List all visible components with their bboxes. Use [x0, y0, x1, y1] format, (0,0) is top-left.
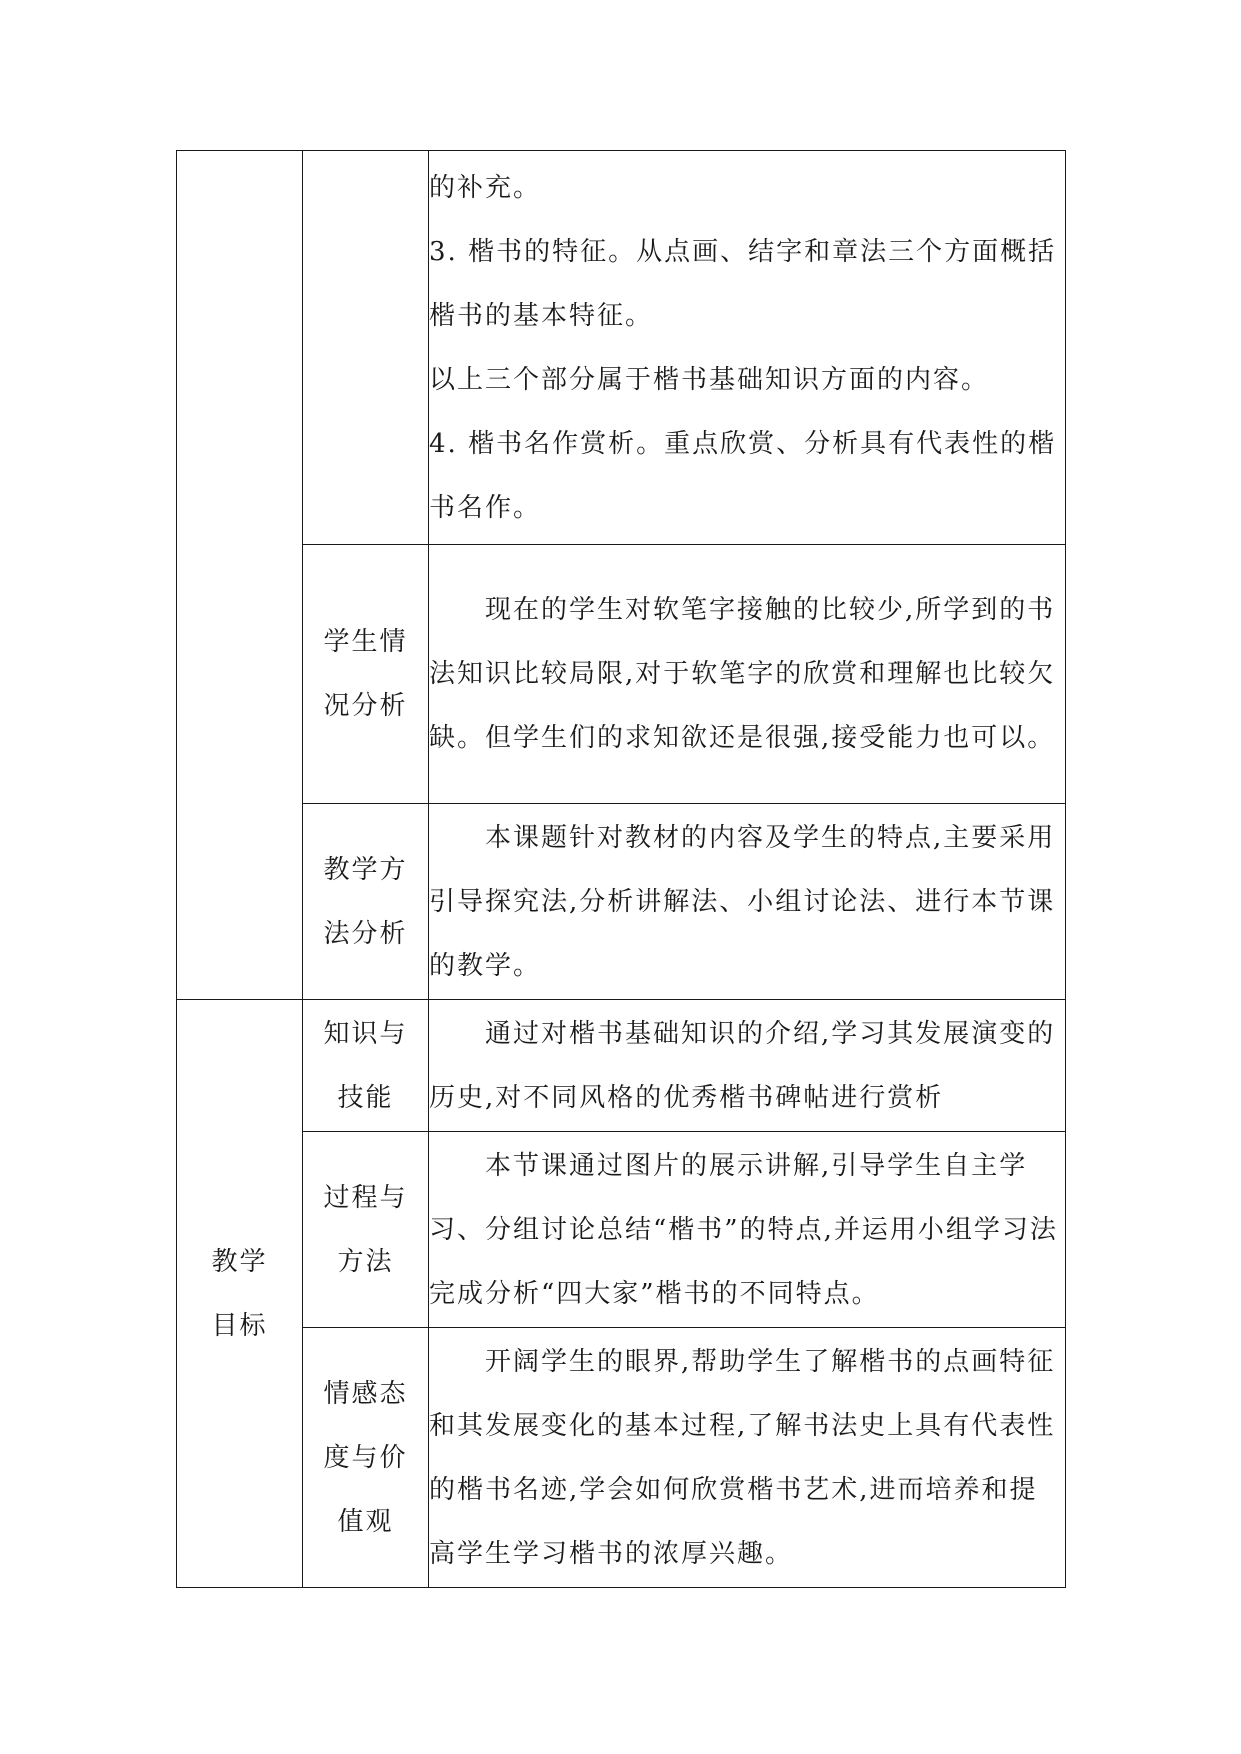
content-line: 4. 楷书名作赏析。重点欣赏、分析具有代表性的楷书名作。: [429, 428, 1057, 523]
table-row-goal-process: [177, 1132, 1066, 1328]
emotion-values-text: 开阔学生的眼界,帮助学生了解楷书的点画特征和其发展变化的基本过程,了解书法史上具有代表性的楷书名迹,学会如何欣赏楷书艺术,进而培养和提高学生学习楷书的浓厚兴趣。: [429, 1328, 1066, 1588]
student-analysis-text: 现在的学生对软笔字接触的比较少,所学到的书法知识比较局限,对于软笔字的欣赏和理解也比较欠缺。但学生们的求知欲还是很强,接受能力也可以。: [429, 545, 1066, 804]
teaching-methods-label: 教学方 法分析: [303, 804, 429, 1000]
table-row-content-continued: [177, 151, 1066, 545]
knowledge-skills-text: 通过对楷书基础知识的介绍,学习其发展演变的历史,对不同风格的优秀楷书碑帖进行赏析: [429, 1000, 1066, 1132]
content-line: 以上三个部分属于楷书基础知识方面的内容。: [429, 364, 990, 395]
lesson-plan-table: [176, 150, 1066, 1588]
table-row-teaching-methods: [177, 804, 1066, 1000]
table-row-goal-emotion: [177, 1328, 1066, 1588]
table-row-goal-knowledge: [177, 1000, 1066, 1132]
process-methods-label: 过程与 方法: [303, 1132, 429, 1328]
table-row-student-analysis: [177, 545, 1066, 804]
student-analysis-label: 学生情 况分析: [303, 545, 429, 804]
content-continued-cell: [429, 151, 1066, 545]
teaching-goals-label: 教学 目标: [177, 1000, 303, 1588]
emotion-values-label: 情感态 度与价 值观: [303, 1328, 429, 1588]
empty-section-cell: [177, 151, 303, 1000]
teaching-methods-text: 本课题针对教材的内容及学生的特点,主要采用引导探究法,分析讲解法、小组讨论法、进行本节课的教学。: [429, 804, 1066, 1000]
process-methods-text: 本节课通过图片的展示讲解,引导学生自主学习、分组讨论总结“楷书”的特点,并运用小组学习法完成分析“四大家”楷书的不同特点。: [429, 1132, 1066, 1328]
knowledge-skills-label: 知识与 技能: [303, 1000, 429, 1132]
content-line: 的补充。: [429, 172, 542, 203]
content-line: 3. 楷书的特征。从点画、结字和章法三个方面概括楷书的基本特征。: [429, 236, 1057, 331]
empty-label-cell: [303, 151, 429, 545]
